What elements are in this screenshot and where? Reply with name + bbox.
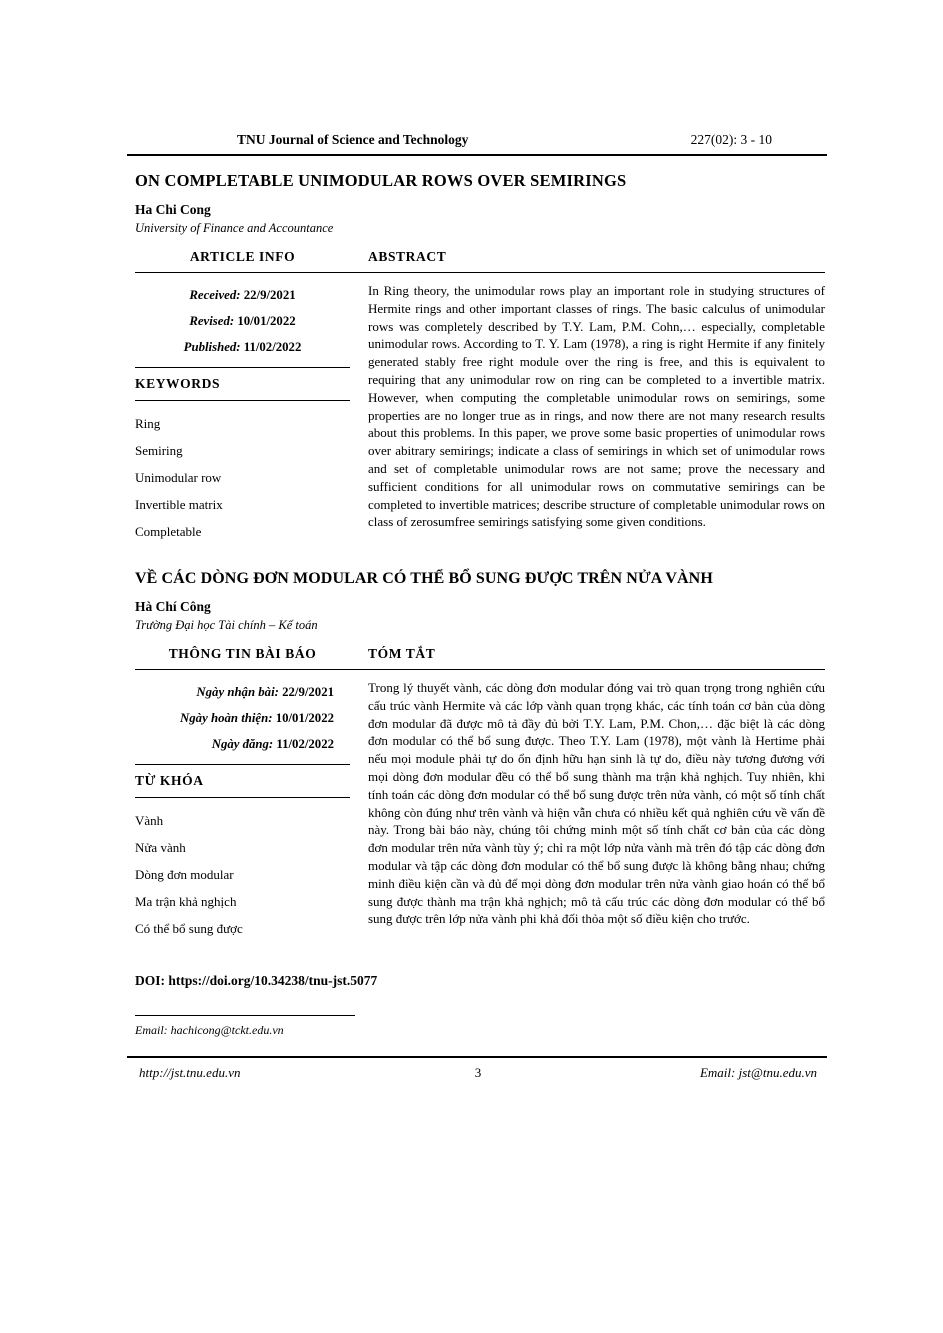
- keyword-item: Ma trận khả nghịch: [135, 894, 237, 909]
- abstract-column-vi: [368, 670, 825, 928]
- revised-value-vi: 10/01/2022: [275, 711, 334, 725]
- journal-running-head: [127, 132, 827, 156]
- article-info-column-vi: [135, 670, 350, 949]
- author-affiliation-vi: Trường Đại học Tài chính – Kế toán: [135, 618, 318, 632]
- abstract-column-en: [368, 273, 825, 531]
- keyword-item: Vành: [135, 813, 164, 828]
- journal-issue-pages: 227(02): 3 - 10: [690, 132, 772, 147]
- published-date: [135, 339, 350, 355]
- article-info-table-en: [135, 249, 825, 552]
- keyword-item: Nửa vành: [135, 840, 186, 855]
- author-name-en: Ha Chi Cong: [135, 202, 211, 217]
- keyword-item: Completable: [135, 524, 202, 539]
- article-content: [135, 171, 825, 1038]
- keyword-item: Có thể bổ sung được: [135, 921, 243, 936]
- journal-title: TNU Journal of Science and Technology: [237, 132, 469, 147]
- page-footer: [127, 1056, 827, 1081]
- abstract-text-vi: Trong lý thuyết vành, các dòng đơn modular đóng vai trò quan trọng trong nghiên cứu cấu trúc vành Hermite và các lớp vành quan trọng khác, các tính toán cơ bản của dòng đơn modular đã được mô tả đầy đủ bởi T.Y. Lam, P.M. Chon,… đặc biệt là các dòng đơn modular có thể bổ sung được. Theo T.Y. Lam (1978), một vành là Hertime phải nếu mọi module phải tự do ổn định hữu hạn sinh là tự do, điều này tương đương với mọi dòng đơn modular đều có thể bổ sung thành ma trận khả nghịch. Tuy nhiên, khi tính toán các dòng đơn modular có thể bổ sung được trên nửa vành, có một số tính chất không còn đúng như trên vành và hiện vẫn chưa có nhiều kết quả nghiên cứu về vấn đề này. Trong bài báo này, chúng tôi chứng minh một số tính chất cơ bản của các dòng đơn modular trên nửa vành tùy ý; chỉ ra một lớp nửa vành mà trên đó tập các dòng đơn modular và tập các dòng đơn modular có thể bổ sung được là không bằng nhau; chứng minh điều kiện cần và đủ để mọi dòng đơn modular trên nửa vành giao hoán có thể bổ sung được thành ma trận khả nghịch; mô tả cấu trúc các dòng đơn modular có thể bổ sung được trên lớp nửa vành phi khả đối thỏa một số điều kiện cho trước.: [368, 680, 825, 927]
- received-label: Received:: [189, 288, 241, 302]
- doi-link[interactable]: https://doi.org/10.34238/tnu-jst.5077: [168, 973, 378, 988]
- published-date-vi: [135, 736, 350, 752]
- corresponding-author-footnote: [135, 1015, 825, 1038]
- page-number: 3: [474, 1065, 482, 1080]
- footnote-divider: [135, 1015, 355, 1016]
- published-label-vi: Ngày đăng:: [211, 737, 274, 751]
- abstract-heading-vi: TÓM TẮT: [368, 646, 436, 661]
- article-info-column-en: [135, 273, 350, 552]
- doi-label: DOI:: [135, 973, 165, 988]
- article-info-heading-en: ARTICLE INFO: [189, 249, 296, 264]
- received-label-vi: Ngày nhận bài:: [196, 685, 279, 699]
- received-date-vi: [135, 684, 350, 700]
- keywords-list-en: [135, 401, 350, 552]
- abstract-heading-en: ABSTRACT: [368, 249, 447, 264]
- corresponding-author-email[interactable]: Email: hachicong@tckt.edu.vn: [135, 1023, 284, 1037]
- revised-label-vi: Ngày hoàn thiện:: [180, 711, 273, 725]
- author-affiliation-en: University of Finance and Accountance: [135, 221, 334, 235]
- keyword-item: Dòng đơn modular: [135, 867, 234, 882]
- info-table-body-en: [135, 273, 825, 552]
- received-value: 22/9/2021: [243, 288, 296, 302]
- keyword-item: Semiring: [135, 443, 183, 458]
- published-value: 11/02/2022: [243, 340, 302, 354]
- article-title-en: ON COMPLETABLE UNIMODULAR ROWS OVER SEMIRINGS: [135, 171, 627, 190]
- article-dates-vi: [135, 670, 350, 764]
- article-info-table-vi: [135, 646, 825, 949]
- article-dates-en: [135, 273, 350, 367]
- keywords-list-vi: [135, 798, 350, 949]
- abstract-text-en: In Ring theory, the unimodular rows play an important role in studying structures of Hermite rings and other important classes of rings. The basic calculus of unimodular rows was completely described by T.Y. Lam, P.M. Cohn,… especially, completable unimodular rows. According to T. Y. Lam (1978), a ring is right Hermite if any finitely generated stably free right module over the ring is free, and this is equivalent to requiring that any unimodular row on ring can be completed to a invertible matrix. However, when computing the completable unimodular rows on semirings, some properties are no longer true as in rings, and now there are not many research results about this problems. In this paper, we prove some basic properties of unimodular rows over abitrary semirings; indicate a class of semirings in which set of unimodular rows and set of completable unimodular rows are not same; prove the necessary and sufficient conditions for all unimodular rows on commutative semirings can be completed to invertible matrices; describe structure of completable unimodular rows on class of zerosumfree semirings satisfying some given conditions.: [368, 283, 825, 530]
- info-table-header-row-vi: [135, 646, 825, 670]
- journal-website-link[interactable]: http://jst.tnu.edu.vn: [139, 1065, 241, 1080]
- keywords-heading-en: KEYWORDS: [135, 376, 221, 391]
- info-table-header-row-en: [135, 249, 825, 273]
- doi-line: [135, 973, 825, 989]
- author-name-vi: Hà Chí Công: [135, 599, 211, 614]
- info-table-body-vi: [135, 670, 825, 949]
- revised-date: [135, 313, 350, 329]
- received-date: [135, 287, 350, 303]
- published-label: Published:: [183, 340, 241, 354]
- journal-email-link[interactable]: Email: jst@tnu.edu.vn: [699, 1065, 817, 1080]
- keywords-heading-vi: TỪ KHÓA: [135, 773, 204, 788]
- article-info-heading-vi: THÔNG TIN BÀI BÁO: [168, 646, 317, 661]
- revised-label: Revised:: [189, 314, 235, 328]
- keyword-item: Unimodular row: [135, 470, 222, 485]
- published-value-vi: 11/02/2022: [276, 737, 334, 751]
- article-title-vi: VỀ CÁC DÒNG ĐƠN MODULAR CÓ THỂ BỔ SUNG ĐƯỢC TRÊN NỬA VÀNH: [135, 570, 713, 587]
- revised-date-vi: [135, 710, 350, 726]
- revised-value: 10/01/2022: [237, 314, 296, 328]
- received-value-vi: 22/9/2021: [282, 685, 334, 699]
- keyword-item: Invertible matrix: [135, 497, 223, 512]
- keyword-item: Ring: [135, 416, 161, 431]
